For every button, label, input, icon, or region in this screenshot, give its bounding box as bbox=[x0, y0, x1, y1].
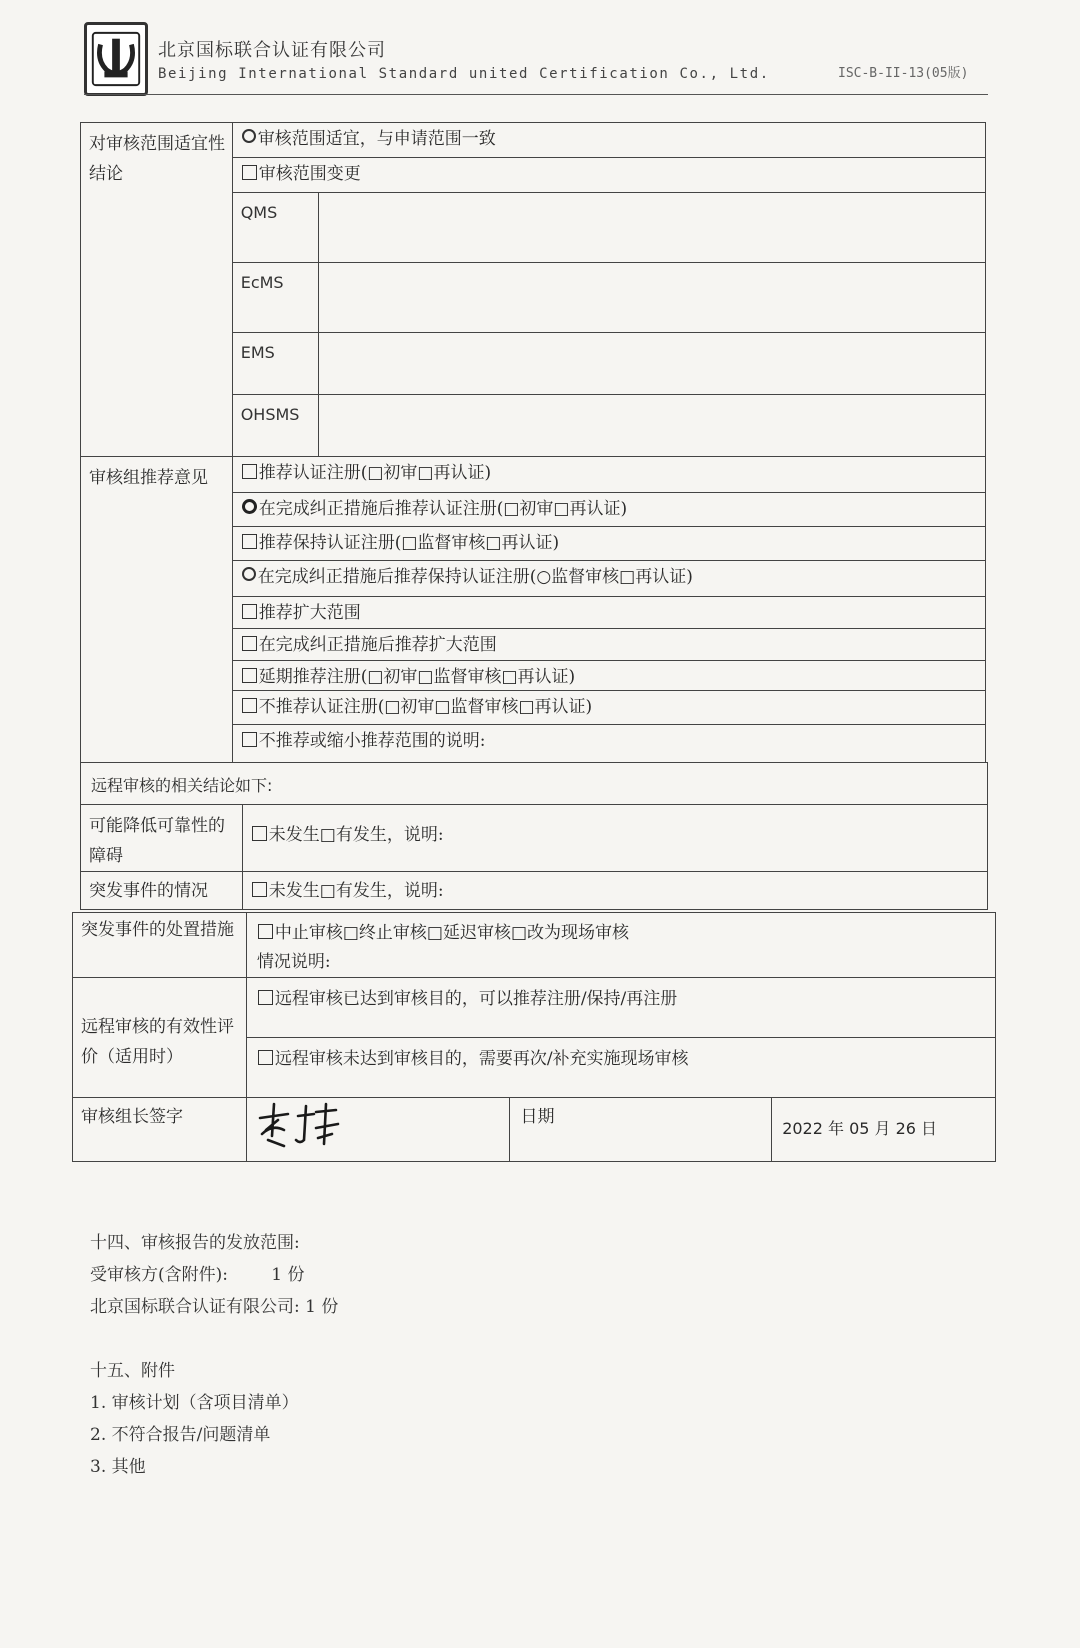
checkbox-icon bbox=[242, 534, 257, 549]
recommend-option-3[interactable] bbox=[232, 527, 985, 561]
company-name-cn: 北京国标联合认证有限公司 bbox=[158, 40, 386, 61]
recommend-option-text: 在完成纠正措施后推荐保持认证注册(○监督审核□再认证) bbox=[257, 567, 693, 587]
measures-options[interactable] bbox=[257, 919, 985, 948]
effect-option-not-achieved[interactable] bbox=[246, 1038, 995, 1098]
remote-audit-table bbox=[80, 762, 988, 910]
scope-option-changed[interactable] bbox=[232, 158, 985, 193]
radio-circle-icon bbox=[242, 129, 256, 143]
recommend-option-4[interactable] bbox=[232, 561, 985, 597]
checkbox-icon bbox=[258, 1050, 273, 1065]
checkbox-icon bbox=[242, 604, 257, 619]
remote-emergency-options[interactable] bbox=[242, 872, 987, 910]
section14-title: 十四、审核报告的发放范围: bbox=[90, 1233, 300, 1253]
scope-option-suitable[interactable] bbox=[232, 123, 985, 158]
system-field-ohsms[interactable] bbox=[318, 395, 985, 457]
attachment-item-3: 3. 其他 bbox=[90, 1457, 146, 1477]
remote-obstacle-label: 可能降低可靠性的障碍 bbox=[81, 805, 243, 872]
remote-heading: 远程审核的相关结论如下: bbox=[81, 763, 988, 805]
effect-option-not-achieved-text: 远程审核未达到审核目的，需要再次/补充实施现场审核 bbox=[274, 1049, 689, 1069]
checkbox-icon bbox=[252, 826, 267, 841]
company-name-en: Beijing International Standard united Certification Co., Ltd. bbox=[158, 66, 770, 82]
effect-label: 远程审核的有效性评价（适用时） bbox=[73, 978, 247, 1098]
measures-label: 突发事件的处置措施 bbox=[73, 913, 247, 978]
recommend-option-6[interactable] bbox=[232, 629, 985, 661]
selected-radio-icon bbox=[242, 499, 257, 514]
recommend-label-cell bbox=[81, 457, 233, 763]
recommend-option-2[interactable] bbox=[232, 493, 985, 527]
recommend-option-5[interactable] bbox=[232, 597, 985, 629]
system-field-ecms[interactable] bbox=[318, 263, 985, 333]
recommend-option-text: 推荐认证注册(□初审□再认证) bbox=[258, 463, 492, 483]
section15-title: 十五、附件 bbox=[90, 1361, 175, 1381]
system-label-qms: QMS bbox=[232, 193, 318, 263]
remote-obstacle-options[interactable] bbox=[242, 805, 987, 872]
measures-options-text: 中止审核□终止审核□延迟审核□改为现场审核 bbox=[274, 923, 630, 943]
emergency-and-signature-table bbox=[72, 912, 996, 1162]
attachment-item-2: 2. 不符合报告/问题清单 bbox=[90, 1425, 271, 1445]
scope-option-suitable-text: 审核范围适宜，与申请范围一致 bbox=[257, 129, 496, 149]
company-logo bbox=[84, 22, 148, 96]
recommend-option-text: 推荐保持认证注册(□监督审核□再认证) bbox=[258, 533, 560, 553]
document-code: ISC-B-II-13(05版) bbox=[838, 66, 969, 81]
checkbox-icon bbox=[258, 924, 273, 939]
recommend-option-1[interactable] bbox=[232, 457, 985, 493]
remote-emergency-text: 未发生□有发生，说明: bbox=[268, 881, 444, 901]
checkbox-icon bbox=[258, 990, 273, 1005]
checkbox-icon bbox=[242, 698, 257, 713]
sign-label: 审核组长签字 bbox=[73, 1098, 247, 1162]
system-field-qms[interactable] bbox=[318, 193, 985, 263]
remote-emergency-label: 突发事件的情况 bbox=[81, 872, 243, 910]
recommend-option-8[interactable] bbox=[232, 691, 985, 725]
remote-obstacle-text: 未发生□有发生，说明: bbox=[268, 825, 444, 845]
effect-option-achieved-text: 远程审核已达到审核目的，可以推荐注册/保持/再注册 bbox=[274, 989, 678, 1009]
checkbox-icon bbox=[242, 636, 257, 651]
recommend-label: 审核组推荐意见 bbox=[89, 468, 208, 488]
system-label-ems: EMS bbox=[232, 333, 318, 395]
recommend-option-text: 在完成纠正措施后推荐扩大范围 bbox=[258, 635, 497, 655]
section14-line1: 受审核方(含附件): 1 份 bbox=[90, 1265, 305, 1285]
radio-circle-icon bbox=[242, 567, 256, 581]
date-label: 日期 bbox=[510, 1098, 772, 1162]
effect-option-achieved[interactable] bbox=[246, 978, 995, 1038]
scope-option-changed-text: 审核范围变更 bbox=[258, 164, 361, 184]
checkbox-icon bbox=[242, 464, 257, 479]
scope-label: 对审核范围适宜性结论 bbox=[89, 134, 225, 184]
checkbox-icon bbox=[242, 732, 257, 747]
system-field-ems[interactable] bbox=[318, 333, 985, 395]
checkbox-icon bbox=[242, 165, 257, 180]
recommend-option-text: 延期推荐注册(□初审□监督审核□再认证) bbox=[258, 667, 576, 687]
handwritten-signature bbox=[254, 1100, 344, 1152]
system-label-ohsms: OHSMS bbox=[232, 395, 318, 457]
recommend-option-text: 不推荐或缩小推荐范围的说明: bbox=[258, 731, 486, 751]
scope-label-cell bbox=[81, 123, 233, 457]
recommend-option-text: 推荐扩大范围 bbox=[258, 603, 361, 623]
date-value: 2022 年 05 月 26 日 bbox=[772, 1098, 996, 1162]
header-divider bbox=[84, 94, 988, 95]
system-label-ecms: EcMS bbox=[232, 263, 318, 333]
checkbox-icon bbox=[242, 668, 257, 683]
recommend-option-text: 不推荐认证注册(□初审□监督审核□再认证) bbox=[258, 697, 593, 717]
attachment-item-1: 1. 审核计划（含项目清单） bbox=[90, 1393, 299, 1413]
recommend-option-7[interactable] bbox=[232, 661, 985, 691]
measures-note: 情况说明: bbox=[256, 952, 331, 972]
measures-cell[interactable] bbox=[246, 913, 995, 978]
recommend-option-9[interactable] bbox=[232, 725, 985, 763]
checkbox-icon bbox=[252, 882, 267, 897]
section14-line2: 北京国标联合认证有限公司: 1 份 bbox=[90, 1297, 339, 1317]
audit-conclusion-table bbox=[80, 122, 986, 763]
recommend-option-text: 在完成纠正措施后推荐认证注册(□初审□再认证) bbox=[258, 499, 628, 519]
